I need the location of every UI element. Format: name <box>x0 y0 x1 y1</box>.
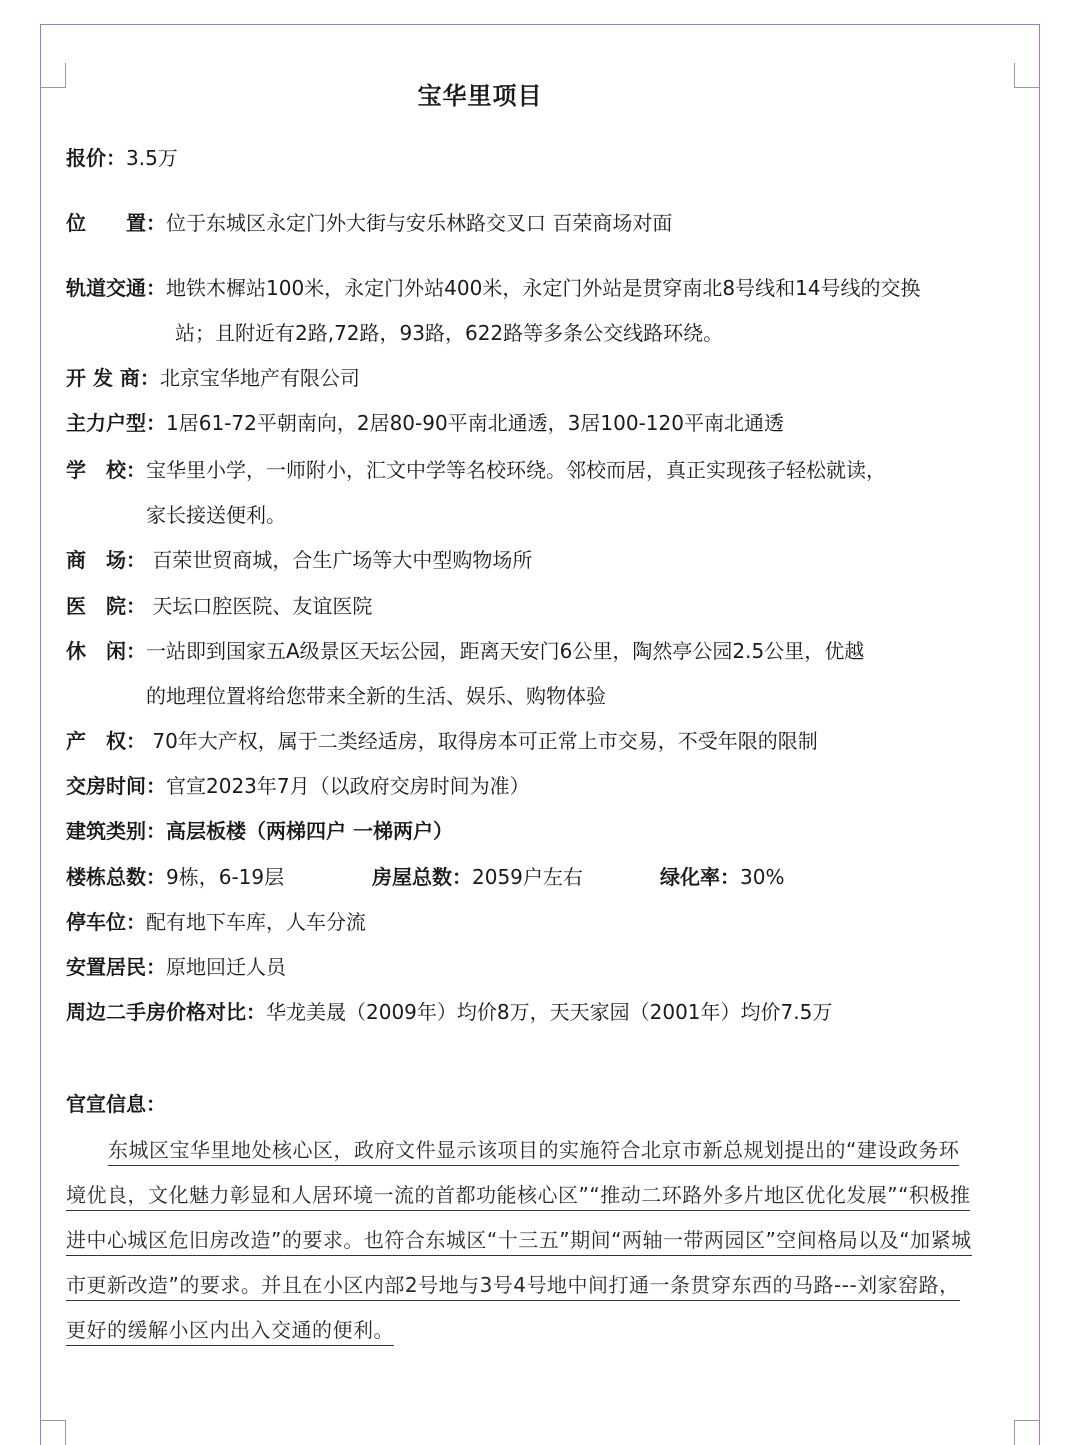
hospital-value: 天坛口腔医院、友谊医院 <box>146 594 373 618</box>
parking-value: 配有地下车库，人车分流 <box>146 910 366 934</box>
school-continuation: 家长接送便利。 <box>146 503 286 527</box>
transit-label: 轨道交通： <box>66 276 166 300</box>
price-row <box>66 143 178 173</box>
official-line-1: 东城区宝华里地处核心区，政府文件显示该项目的实施符合北京市新总规划提出的“建设政务环 <box>108 1135 959 1166</box>
residents-row <box>66 952 286 982</box>
price-compare-row <box>66 997 832 1027</box>
green-rate-label: 绿化率： <box>660 865 740 889</box>
price-compare-label: 周边二手房价格对比： <box>66 1000 266 1024</box>
green-rate-value: 30% <box>740 865 785 889</box>
transit-value: 地铁木樨站100米，永定门外站400米，永定门外站是贯穿南北8号线和14号线的交换 <box>166 276 921 300</box>
price-label: 报价： <box>66 146 126 170</box>
transit-row <box>66 273 921 303</box>
location-row <box>66 208 672 238</box>
units-count-label: 房屋总数： <box>372 865 472 889</box>
official-info-label: 官宣信息： <box>66 1092 166 1116</box>
building-label: 建筑类别： <box>66 819 166 843</box>
leisure-continuation: 的地理位置将给您带来全新的生活、娱乐、购物体验 <box>146 684 606 708</box>
school-label: 学 校： <box>66 458 146 482</box>
mall-value: 百荣世贸商城，合生广场等大中型购物场所 <box>146 548 533 572</box>
leisure-row <box>66 636 864 666</box>
buildings-count-value: 9栋，6-19层 <box>166 865 285 889</box>
residents-label: 安置居民： <box>66 955 166 979</box>
property-value: 70年大产权，属于二类经适房，取得房本可正常上市交易，不受年限的限制 <box>146 729 818 753</box>
official-line-4: 市更新改造”的要求。并且在小区内部2号地与3号4号地中间打通一条贯穿东西的马路---刘家窑路， <box>66 1270 960 1301</box>
property-label: 产 权： <box>66 729 146 753</box>
school-row <box>66 455 886 485</box>
delivery-row <box>66 771 530 801</box>
official-info-heading <box>66 1089 166 1119</box>
buildings-count-row <box>66 862 284 892</box>
building-value: 高层板楼（两梯四户 一梯两户） <box>166 819 453 843</box>
official-line-3: 进中心城区危旧房改造”的要求。也符合东城区“十三五”期间“两轴一带两园区”空间格局以及“加紧城 <box>66 1225 972 1256</box>
delivery-label: 交房时间： <box>66 774 166 798</box>
units-count-row <box>372 862 583 892</box>
layout-label: 主力户型： <box>66 411 166 435</box>
leisure-label: 休 闲： <box>66 639 146 663</box>
corner-mark-top-right <box>1014 63 1039 88</box>
location-value: 位于东城区永定门外大街与安乐林路交叉口 百荣商场对面 <box>166 211 673 235</box>
official-line-2: 境优良，文化魅力彰显和人居环境一流的首都功能核心区”“推动二环路外多片地区优化发展”“积极推 <box>66 1180 970 1211</box>
transit-continuation: 站；且附近有2路,72路，93路，622路等多条公交线路环绕。 <box>175 321 724 345</box>
property-row <box>66 726 818 756</box>
building-row <box>66 816 453 846</box>
parking-row <box>66 907 366 937</box>
developer-label: 开 发 商： <box>66 366 160 390</box>
units-count-value: 2059户左右 <box>472 865 583 889</box>
school-value: 宝华里小学，一师附小，汇文中学等名校环绕。邻校而居，真正实现孩子轻松就读， <box>146 458 886 482</box>
parking-label: 停车位： <box>66 910 146 934</box>
location-label: 位 置： <box>66 211 166 235</box>
mall-row <box>66 545 532 575</box>
mall-label: 商 场： <box>66 548 146 572</box>
price-compare-value: 华龙美晟（2009年）均价8万，天天家园（2001年）均价7.5万 <box>266 1000 833 1024</box>
hospital-label: 医 院： <box>66 594 146 618</box>
developer-value: 北京宝华地产有限公司 <box>159 366 360 390</box>
hospital-row <box>66 591 372 621</box>
developer-row <box>66 363 360 393</box>
layout-value: 1居61-72平朝南向，2居80-90平南北通透，3居100-120平南北通透 <box>166 411 784 435</box>
layout-row <box>66 408 784 438</box>
official-line-5: 更好的缓解小区内出入交通的便利。 <box>66 1315 394 1346</box>
price-value: 3.5万 <box>126 146 178 170</box>
buildings-count-label: 楼栋总数： <box>66 865 166 889</box>
leisure-value: 一站即到国家五A级景区天坛公园，距离天安门6公里，陶然亭公园2.5公里，优越 <box>146 639 865 663</box>
document-title: 宝华里项目 <box>417 82 543 110</box>
delivery-value: 官宣2023年7月（以政府交房时间为准） <box>166 774 530 798</box>
green-rate-row <box>660 862 784 892</box>
residents-value: 原地回迁人员 <box>166 955 286 979</box>
